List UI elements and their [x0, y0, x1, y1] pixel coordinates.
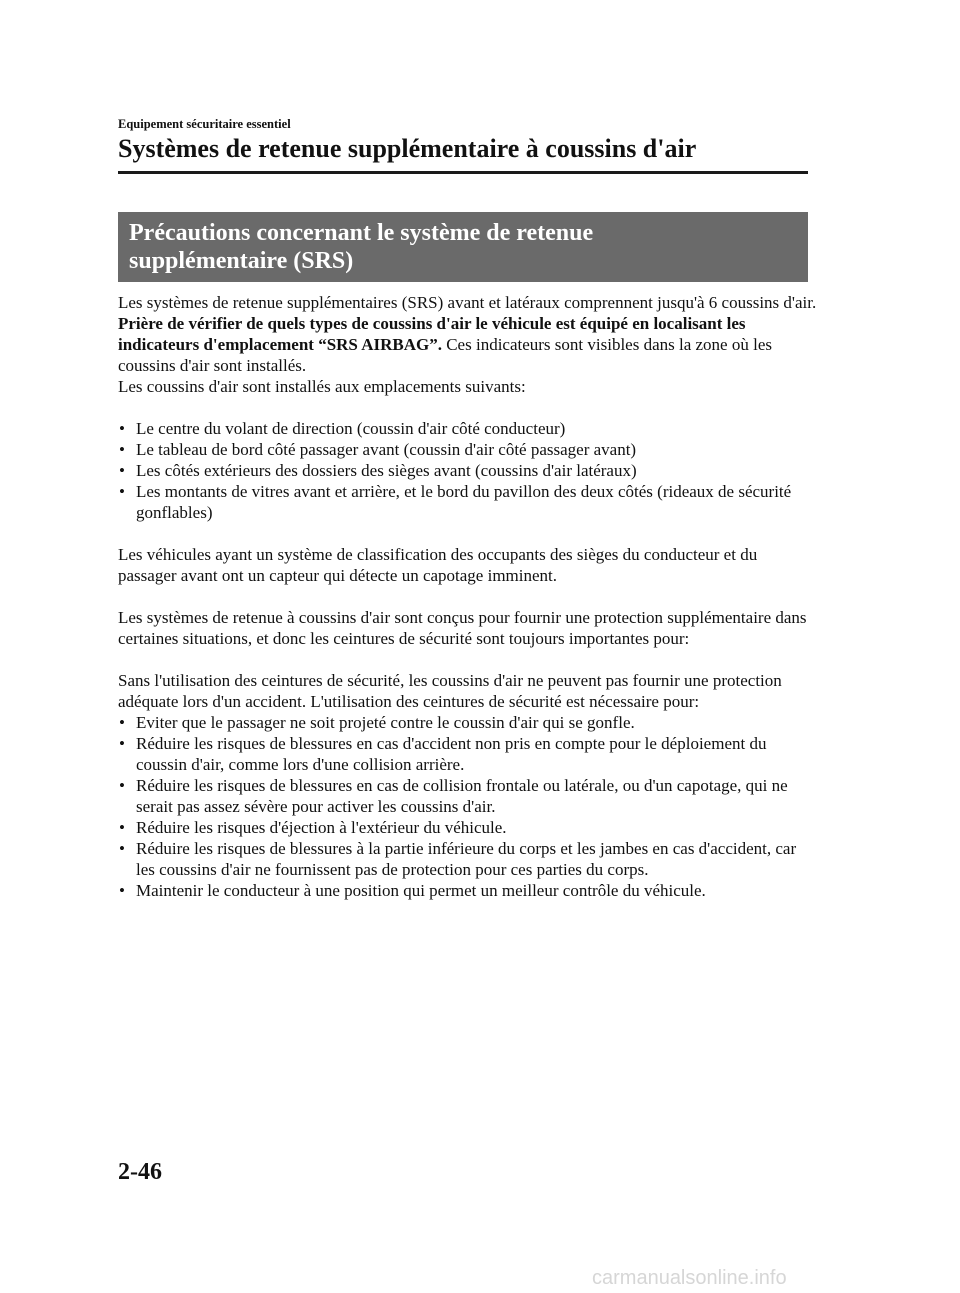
list-item	[118, 880, 818, 901]
list-item-text: Les montants de vitres avant et arrière, et le bord du pavillon des deux côtés (rideaux de sécurité gonflables)	[136, 482, 792, 522]
list-item	[118, 817, 818, 838]
list-item-text: Réduire les risques de blessures en cas d'accident non pris en compte pour le déploiement du coussin d'air, comme lors d'une collision arrière.	[136, 734, 767, 774]
intro-paragraph	[118, 292, 818, 376]
bullet-icon: •	[119, 461, 125, 480]
watermark: carmanualsonline.info	[592, 1267, 787, 1289]
list-item	[118, 418, 818, 439]
body-text	[118, 292, 818, 901]
seatbelt-reasons-list	[118, 712, 818, 901]
list-item	[118, 460, 818, 481]
page-number: 2-46	[118, 1159, 162, 1185]
intro-text-1: Les systèmes de retenue supplémentaires (SRS) avant et latéraux comprennent jusqu'à 6 coussins d'air.	[118, 293, 817, 312]
bullet-icon: •	[119, 713, 125, 732]
list-item	[118, 775, 818, 817]
section-heading-line-1: Précautions concernant le système de retenue	[129, 220, 594, 246]
bullet-icon: •	[119, 839, 125, 858]
list-item	[118, 838, 818, 880]
bullet-icon: •	[119, 734, 125, 753]
rollover-paragraph: Les véhicules ayant un système de classification des occupants des sièges du conducteur et du passager avant ont un capteur qui détecte un capotage imminent.	[118, 545, 758, 585]
list-item-text: Réduire les risques de blessures en cas de collision frontale ou latérale, ou d'un capotage, qui ne serait pas assez sévère pour activer les coussins d'air.	[136, 776, 788, 816]
list-item	[118, 481, 818, 523]
bullet-icon: •	[119, 440, 125, 459]
list-item-text: Les côtés extérieurs des dossiers des sièges avant (coussins d'air latéraux)	[136, 461, 637, 480]
list-item-text: Réduire les risques d'éjection à l'extérieur du véhicule.	[136, 818, 507, 837]
seatbelt-paragraph: Sans l'utilisation des ceintures de sécurité, les coussins d'air ne peuvent pas fournir une protection adéquate lors d'un accident. L'utilisation des ceintures de sécurité est nécessaire pour:	[118, 671, 782, 711]
bullet-icon: •	[119, 482, 125, 501]
locations-lead: Les coussins d'air sont installés aux emplacements suivants:	[118, 377, 526, 396]
supplemental-paragraph: Les systèmes de retenue à coussins d'air sont conçus pour fournir une protection supplémentaire dans certaines situations, et donc les ceintures de sécurité sont toujours importantes pour:	[118, 608, 807, 648]
list-item-text: Le tableau de bord côté passager avant (coussin d'air côté passager avant)	[136, 440, 637, 459]
bullet-icon: •	[119, 776, 125, 795]
header-divider	[118, 171, 808, 174]
bullet-icon: •	[119, 818, 125, 837]
list-item-text: Maintenir le conducteur à une position qui permet un meilleur contrôle du véhicule.	[136, 881, 706, 900]
list-item-text: Le centre du volant de direction (coussin d'air côté conducteur)	[136, 419, 566, 438]
section-label: Equipement sécuritaire essentiel	[118, 117, 291, 131]
section-heading-box	[118, 212, 808, 282]
intro-text-2: Ces indicateurs sont visibles dans la zone où les coussins d'air sont installés.	[118, 335, 772, 375]
list-item	[118, 712, 818, 733]
list-item	[118, 439, 818, 460]
section-heading-line-2: supplémentaire (SRS)	[129, 248, 354, 274]
intro-bold-text: Prière de vérifier de quels types de coussins d'air le véhicule est équipé en localisant les indicateurs d'emplacement “SRS AIRBAG”.	[118, 314, 746, 354]
list-item-text: Eviter que le passager ne soit projeté contre le coussin d'air qui se gonfle.	[136, 713, 635, 732]
airbag-locations-list	[118, 418, 818, 523]
bullet-icon: •	[119, 419, 125, 438]
list-item	[118, 733, 818, 775]
page-title: Systèmes de retenue supplémentaire à coussins d'air	[118, 134, 697, 163]
bullet-icon: •	[119, 881, 125, 900]
list-item-text: Réduire les risques de blessures à la partie inférieure du corps et les jambes en cas d'accident, car les coussins d'air ne fournissent pas de protection pour ces parties du corps.	[136, 839, 797, 879]
